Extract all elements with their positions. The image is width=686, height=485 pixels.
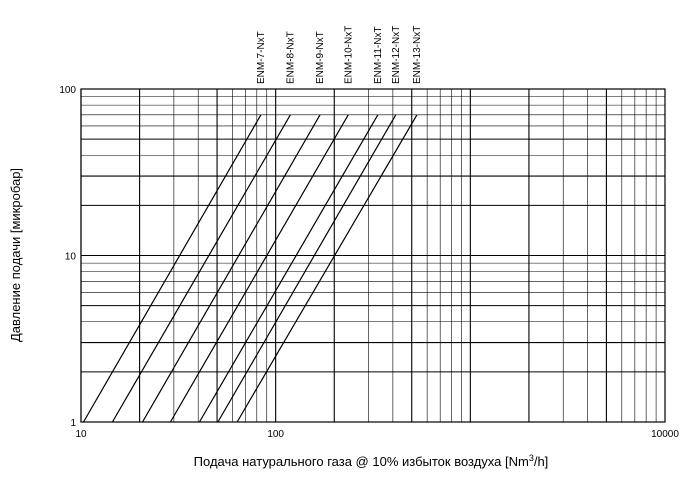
y-axis-title: Давление подачи [микробар]	[8, 167, 23, 343]
series-label-1: ENM-7-NxT	[255, 31, 267, 84]
y-tick-label: 1	[70, 418, 76, 429]
series-line-3	[143, 115, 321, 422]
x-axis-title: Подача натурального газа @ 10% избыток воздуха [Nm$^3$/h]	[193, 453, 549, 469]
x-tick-label: 10	[75, 429, 87, 440]
series-line-4	[170, 115, 348, 422]
series-label-7: ENM-13-NxT	[411, 25, 423, 84]
series-line-6	[218, 115, 396, 422]
series-label-6: ENM-12-NxT	[390, 25, 402, 84]
series-labels-group	[256, 26, 423, 84]
chart-grid	[81, 89, 665, 422]
series-label-2: ENM-8-NxT	[285, 31, 297, 84]
axis-ticks-group	[59, 85, 679, 440]
x-tick-label: 10000	[651, 429, 679, 440]
series-line-5	[199, 115, 377, 422]
series-line-1	[83, 115, 260, 422]
chart-series-group	[83, 115, 416, 422]
y-tick-label: 100	[59, 85, 76, 96]
series-label-5: ENM-11-NxT	[372, 26, 384, 84]
y-tick-label: 10	[64, 251, 76, 263]
series-label-3: ENM-9-NxT	[315, 31, 327, 84]
x-tick-label: 100	[267, 429, 285, 440]
series-label-4: ENM-10-NxT	[343, 25, 355, 84]
